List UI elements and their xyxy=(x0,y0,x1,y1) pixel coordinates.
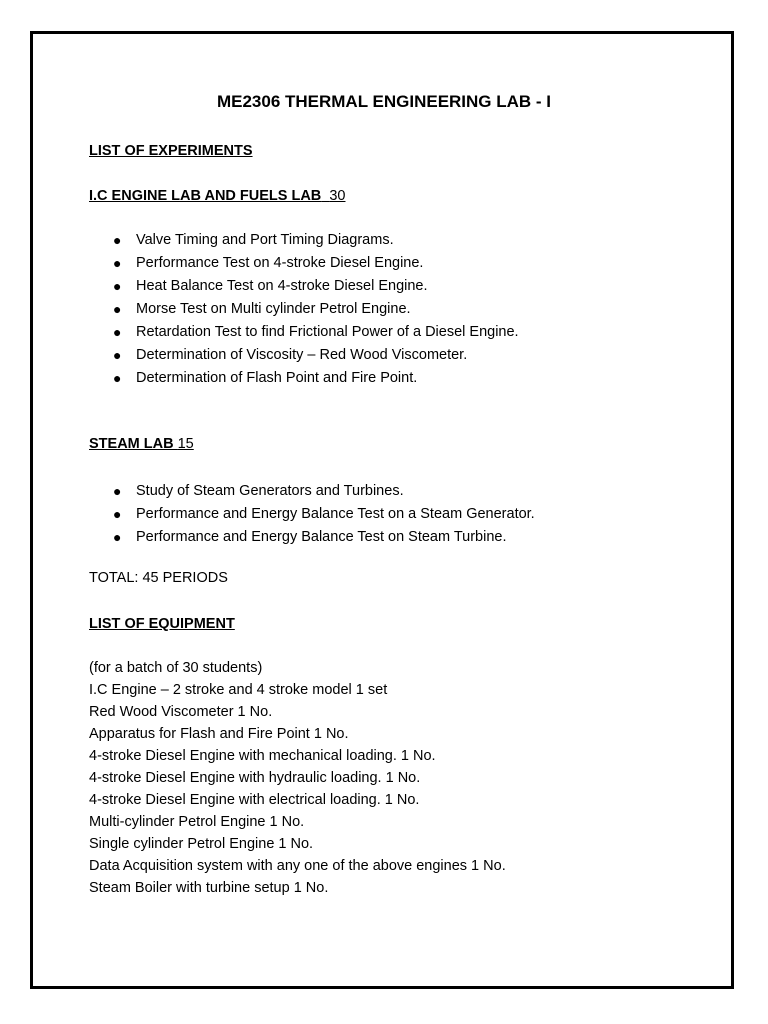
list-item: 4-stroke Diesel Engine with hydraulic loading. 1 No. xyxy=(89,770,421,786)
list-item: (for a batch of 30 students) xyxy=(89,660,263,676)
ic-engine-experiment-list xyxy=(0,229,519,390)
list-item: ● Performance and Energy Balance Test on a Steam Generator. xyxy=(0,503,535,526)
list-item: Steam Boiler with turbine setup 1 No. xyxy=(89,880,329,896)
total-periods: TOTAL: 45 PERIODS xyxy=(89,570,228,586)
bullet-icon: ● xyxy=(113,347,122,363)
list-item: ● Determination of Viscosity – Red Wood Viscometer. xyxy=(0,344,519,367)
ic-engine-lab-periods: 30 xyxy=(329,188,346,204)
list-of-equipment-heading: LIST OF EQUIPMENT xyxy=(89,616,235,632)
bullet-icon: ● xyxy=(113,370,122,386)
bullet-icon: ● xyxy=(113,324,122,340)
bullet-icon: ● xyxy=(113,529,122,545)
list-item: I.C Engine – 2 stroke and 4 stroke model 1 set xyxy=(89,682,388,698)
list-item: ● Morse Test on Multi cylinder Petrol Engine. xyxy=(0,298,519,321)
steam-lab-heading xyxy=(89,436,194,452)
ic-engine-lab-heading xyxy=(89,188,345,204)
list-item: ● Valve Timing and Port Timing Diagrams. xyxy=(0,229,519,252)
bullet-icon: ● xyxy=(113,301,122,317)
list-item: Data Acquisition system with any one of the above engines 1 No. xyxy=(89,858,506,874)
list-of-experiments-heading: LIST OF EXPERIMENTS xyxy=(89,143,253,159)
list-item: Single cylinder Petrol Engine 1 No. xyxy=(89,836,314,852)
list-item: 4-stroke Diesel Engine with mechanical loading. 1 No. xyxy=(89,748,436,764)
bullet-icon: ● xyxy=(113,506,122,522)
bullet-icon: ● xyxy=(113,483,122,499)
list-item: ● Performance and Energy Balance Test on Steam Turbine. xyxy=(0,526,535,549)
equipment-list xyxy=(89,657,506,899)
list-item: 4-stroke Diesel Engine with electrical loading. 1 No. xyxy=(89,792,420,808)
steam-lab-heading-text: STEAM LAB xyxy=(89,436,178,452)
list-item: Apparatus for Flash and Fire Point 1 No. xyxy=(89,726,349,742)
list-item: ● Heat Balance Test on 4-stroke Diesel Engine. xyxy=(0,275,519,298)
steam-experiment-list xyxy=(0,480,535,549)
bullet-icon: ● xyxy=(113,232,122,248)
list-item: Red Wood Viscometer 1 No. xyxy=(89,704,273,720)
document-title: ME2306 THERMAL ENGINEERING LAB - I xyxy=(216,92,552,111)
list-item: ● Performance Test on 4-stroke Diesel Engine. xyxy=(0,252,519,275)
bullet-icon: ● xyxy=(113,278,122,294)
list-item: Multi-cylinder Petrol Engine 1 No. xyxy=(89,814,305,830)
list-item: ● Retardation Test to find Frictional Power of a Diesel Engine. xyxy=(0,321,519,344)
list-item: ● Determination of Flash Point and Fire Point. xyxy=(0,367,519,390)
ic-engine-lab-heading-text: I.C ENGINE LAB AND FUELS LAB xyxy=(89,188,322,204)
steam-lab-periods: 15 xyxy=(177,436,194,452)
list-item: ● Study of Steam Generators and Turbines. xyxy=(0,480,535,503)
bullet-icon: ● xyxy=(113,255,122,271)
